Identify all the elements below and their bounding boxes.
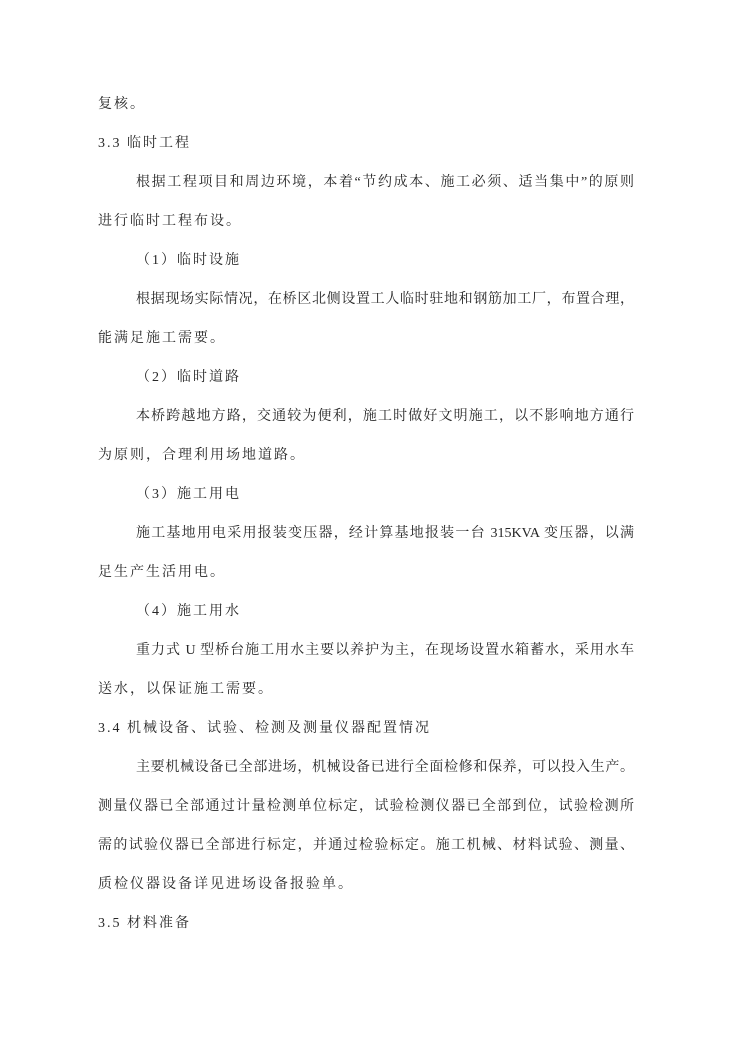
text-line: 足生产生活用电。 — [98, 565, 226, 580]
list-item-heading: （3）施工用电 — [136, 487, 241, 502]
section-heading: 3.5 材料准备 — [98, 916, 191, 931]
section-heading: 3.3 临时工程 — [98, 136, 191, 151]
list-item-heading: （1）临时设施 — [136, 253, 241, 268]
text-line: 复核。 — [98, 97, 146, 112]
text-line: 需的试验仪器已全部进行标定，并通过检验标定。施工机械、材料试验、测量、 — [98, 838, 634, 853]
text-line: 为原则，合理利用场地道路。 — [98, 448, 306, 463]
text-line: 测量仪器已全部通过计量检测单位标定，试验检测仪器已全部到位，试验检测所 — [98, 799, 634, 814]
text-line: 重力式 U 型桥台施工用水主要以养护为主，在现场设置水箱蓄水，采用水车 — [136, 643, 634, 658]
text-line: 能满足施工需要。 — [98, 331, 226, 346]
document-text-block — [98, 85, 634, 943]
text-line: 本桥跨越地方路，交通较为便利，施工时做好文明施工，以不影响地方通行 — [136, 409, 634, 424]
text-line: 主要机械设备已全部进场，机械设备已进行全面检修和保养，可以投入生产。 — [136, 760, 634, 775]
text-line: 根据现场实际情况，在桥区北侧设置工人临时驻地和钢筋加工厂，布置合理， — [136, 292, 634, 307]
list-item-heading: （4）施工用水 — [136, 604, 241, 619]
text-line: 进行临时工程布设。 — [98, 214, 242, 229]
text-line: 送水，以保证施工需要。 — [98, 682, 274, 697]
list-item-heading: （2）临时道路 — [136, 370, 241, 385]
text-line: 施工基地用电采用报装变压器，经计算基地报装一台 315KVA 变压器，以满 — [136, 526, 634, 541]
section-heading: 3.4 机械设备、试验、检测及测量仪器配置情况 — [98, 721, 431, 736]
text-line: 质检仪器设备详见进场设备报验单。 — [98, 877, 354, 892]
text-line: 根据工程项目和周边环境，本着“节约成本、施工必须、适当集中”的原则 — [136, 175, 634, 190]
